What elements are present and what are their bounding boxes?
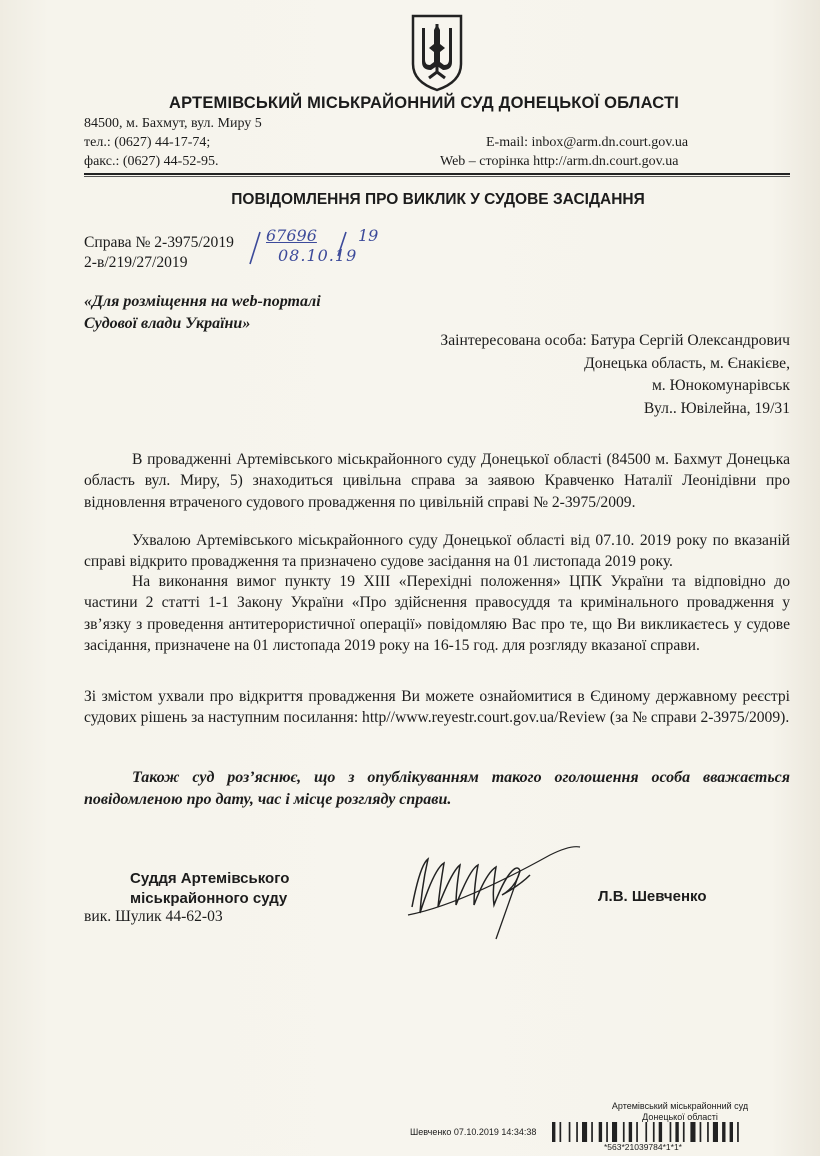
barcode-bar: [645, 1122, 647, 1142]
paragraph-registry: Зі змістом ухвали про відкриття провадження Ви можете ознайомитися в Єдиному державному реєстрі судових рішень за наступним посилання: http//www.reyestr.court.gov.ua/Review (за № справи 2-3975/2009).: [84, 688, 790, 727]
barcode-bar: [737, 1122, 739, 1142]
barcode-bar: [591, 1122, 593, 1142]
barcode-bar: [612, 1122, 617, 1142]
coat-of-arms-icon: [409, 12, 465, 92]
handwritten-registration-mark: [238, 226, 388, 270]
header-divider-thin: [84, 176, 790, 177]
court-phone: тел.: (0627) 44-17-74;: [84, 135, 211, 150]
addressee-town: м. Юнокомунарівськ: [651, 377, 790, 394]
judge-name: Л.В. Шевченко: [598, 888, 707, 905]
footer-court-line1: Артемівський міськрайонний суд: [611, 1101, 749, 1111]
barcode-bar: [560, 1122, 562, 1142]
document-title: ПОВІДОМЛЕННЯ ПРО ВИКЛИК У СУДОВЕ ЗАСІДАННЯ: [231, 191, 645, 208]
court-website: Web – сторінка http://arm.dn.court.gov.ua: [440, 154, 679, 169]
barcode-bar: [576, 1122, 578, 1142]
barcode-bar: [675, 1122, 678, 1142]
paragraph-clarification: Також суд роз’яснює, що з опублікуванням такого оголошення особа вважається повідомленою про дату, час і місце розгляду справи.: [84, 769, 790, 808]
addressee-region: Донецька область, м. Єнакієве,: [584, 354, 790, 372]
addressee-block: [380, 330, 790, 420]
paragraph-ruling: Ухвалою Артемівського міськрайонного суду Донецької області від 07.10. 2019 року по вказаній справі відкрито провадження та призначено судове засідання на 01 листопада 2019 року.: [84, 532, 790, 571]
barcode-number: *563*21039784*1*1*: [604, 1142, 682, 1152]
footer-court-name: [560, 1101, 800, 1123]
barcode-bar: [582, 1122, 587, 1142]
barcode-bar: [670, 1122, 672, 1142]
court-email: E-mail: inbox@arm.dn.court.gov.ua: [486, 135, 689, 150]
portal-note: [84, 291, 321, 335]
barcode-bar: [599, 1122, 602, 1142]
case-number: Справа № 2-3975/2019: [84, 234, 234, 251]
barcode-bar: [629, 1122, 632, 1142]
judge-signature: [400, 835, 600, 945]
addressee-street: Вул.. Ювілейна, 19/31: [643, 399, 790, 417]
barcode-bar: [552, 1122, 555, 1142]
barcode-bar: [730, 1122, 733, 1142]
barcode-bar: [659, 1122, 662, 1142]
court-fax: факс.: (0627) 44-52-95.: [84, 154, 219, 169]
judge-title-line1: Суддя Артемівського: [130, 870, 290, 887]
court-address: 84500, м. Бахмут, вул. Миру 5: [84, 116, 262, 131]
addressee-name: Заінтересована особа: Батура Сергій Олександрович: [440, 332, 790, 349]
portal-note-line1: «Для розміщення на web-порталі: [84, 293, 321, 310]
judge-title-line2: міськрайонного суду: [130, 890, 288, 907]
header-divider: [84, 173, 790, 175]
executor-contact: вик. Шулик 44-62-03: [84, 908, 223, 925]
footer-court-line2: Донецької області: [642, 1112, 718, 1122]
barcode-bar: [707, 1122, 709, 1142]
paragraph-proceeding: В провадженні Артемівського міськрайонного суду Донецької області (84500 м. Бахмут Донецька область вул. Миру, 5) знаходиться цивільна справа за заявою Кравченко Наталії Леонідівни про відновлення втраченого судового провадження по цивільній справі № 2-3975/2009.: [84, 451, 790, 511]
barcode-bar: [700, 1122, 702, 1142]
handwritten-date: 08.10.19: [278, 246, 358, 265]
court-name-heading: АРТЕМІВСЬКИЙ МІСЬКРАЙОННИЙ СУД ДОНЕЦЬКОЇ ОБЛАСТІ: [168, 94, 680, 112]
barcode-bar: [683, 1122, 685, 1142]
paragraph-summons: На виконання вимог пункту 19 ХІІІ «Перехідні положення» ЦПК України та відповідно до частини 2 статті 1-1 Закону України «Про здійснення правосуддя та кримінального провадження у зв’язку з проведення антитерористичної операції» повідомляю Вас про те, що Ви викликаєтесь у судове засідання, призначене на 01 листопада 2019 року на 16-15 год. для розгляду вказаної справи.: [84, 573, 790, 654]
handwritten-reg-number: 67696: [266, 226, 317, 245]
barcode-bar: [636, 1122, 638, 1142]
portal-note-line2: Судової влади України»: [84, 315, 251, 332]
case-reference: 2-в/219/27/2019: [84, 254, 188, 271]
barcode-bar: [623, 1122, 625, 1142]
barcode-bar: [690, 1122, 695, 1142]
barcode: [552, 1122, 802, 1142]
barcode-bar: [713, 1122, 718, 1142]
barcode-bar: [653, 1122, 655, 1142]
barcode-bar: [722, 1122, 725, 1142]
footer-timestamp: Шевченко 07.10.2019 14:34:38: [410, 1127, 537, 1137]
barcode-bar: [569, 1122, 571, 1142]
barcode-bar: [606, 1122, 608, 1142]
handwritten-reg-suffix: 19: [358, 226, 379, 245]
